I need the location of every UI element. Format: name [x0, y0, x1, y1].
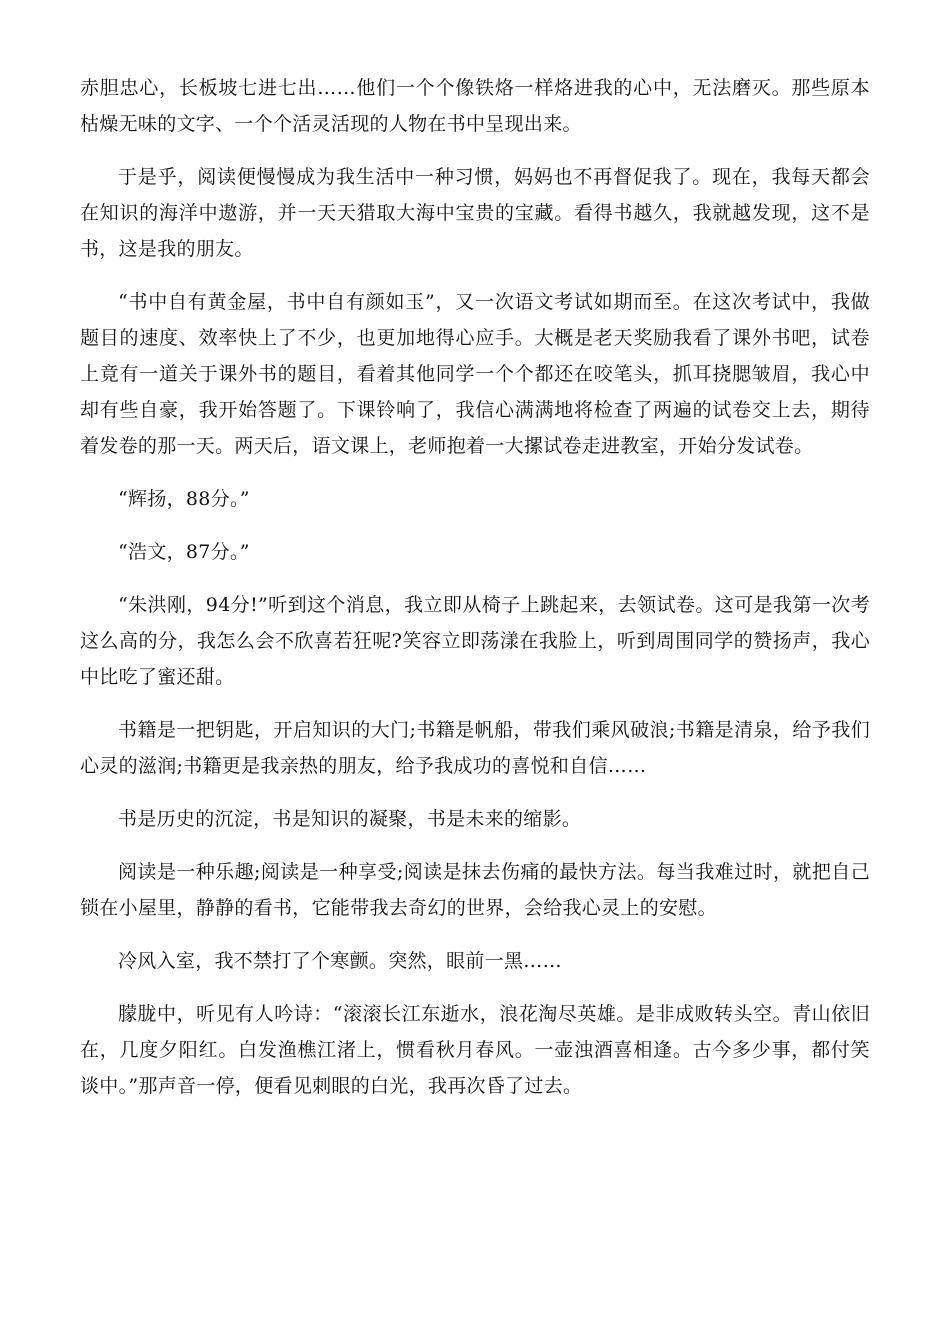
paragraph-score-huiyang: “辉扬，88分。” [118, 488, 250, 510]
paragraph-habit: 于是乎，阅读便慢慢成为我生活中一种习惯，妈妈也不再督促我了。现在，我每天都会在知识的海洋中遨游，并一天天猎取大海中宝贵的宝藏。看得书越久，我就越发现，这不是书，这是我的朋友。 [80, 166, 870, 260]
paragraph-books-history: 书是历史的沉淀，书是知识的凝聚，书是未来的缩影。 [118, 808, 582, 830]
paragraph-continuation: 赤胆忠心，长板坡七进七出……他们一个个像铁烙一样烙进我的心中，无法磨灭。那些原本枯燥无味的文字、一个个活灵活现的人物在书中呈现出来。 [80, 77, 870, 135]
document-page [80, 70, 870, 1121]
paragraph-reading-joy: 阅读是一种乐趣;阅读是一种享受;阅读是抹去伤痛的最快方法。每当我难过时，就把自己锁在小屋里，静静的看书，它能带我去奇幻的世界，会给我心灵上的安慰。 [80, 861, 870, 919]
paragraph-poem: 朦胧中，听见有人吟诗：“滚滚长江东逝水，浪花淘尽英雄。是非成败转头空。青山依旧在，几度夕阳红。白发渔樵江渚上，惯看秋月春风。一壶浊酒喜相逢。古今多少事，都付笑谈中。”那声音一停，便看见刺眼的白光，我再次昏了过去。 [80, 1003, 870, 1097]
paragraph-score-zhuhonggang: “朱洪刚，94分!”听到这个消息，我立即从椅子上跳起来，去领试卷。这可是我第一次考这么高的分，我怎么会不欣喜若狂呢?笑容立即荡漾在我脸上，听到周围同学的赞扬声，我心中比吃了蜜还甜。 [80, 594, 870, 688]
paragraph-books-metaphor: 书籍是一把钥匙，开启知识的大门;书籍是帆船，带我们乘风破浪;书籍是清泉，给予我们心灵的滋润;书籍更是我亲热的朋友，给予我成功的喜悦和自信…… [80, 719, 870, 777]
paragraph-score-haowen: “浩文，87分。” [118, 541, 250, 563]
paragraph-exam: “书中自有黄金屋，书中自有颜如玉”，又一次语文考试如期而至。在这次考试中，我做题目的速度、效率快上了不少，也更加地得心应手。大概是老天奖励我看了课外书吧，试卷上竟有一道关于课外书的题目，看着其他同学一个个都还在咬笔头，抓耳挠腮皱眉，我心中却有些自豪，我开始答题了。下课铃响了，我信心满满地将检查了两遍的试卷交上去，期待着发卷的那一天。两天后，语文课上，老师抱着一大摞试卷走进教室，开始分发试卷。 [80, 291, 870, 457]
paragraph-cold-wind: 冷风入室，我不禁打了个寒颤。突然，眼前一黑…… [118, 950, 562, 972]
